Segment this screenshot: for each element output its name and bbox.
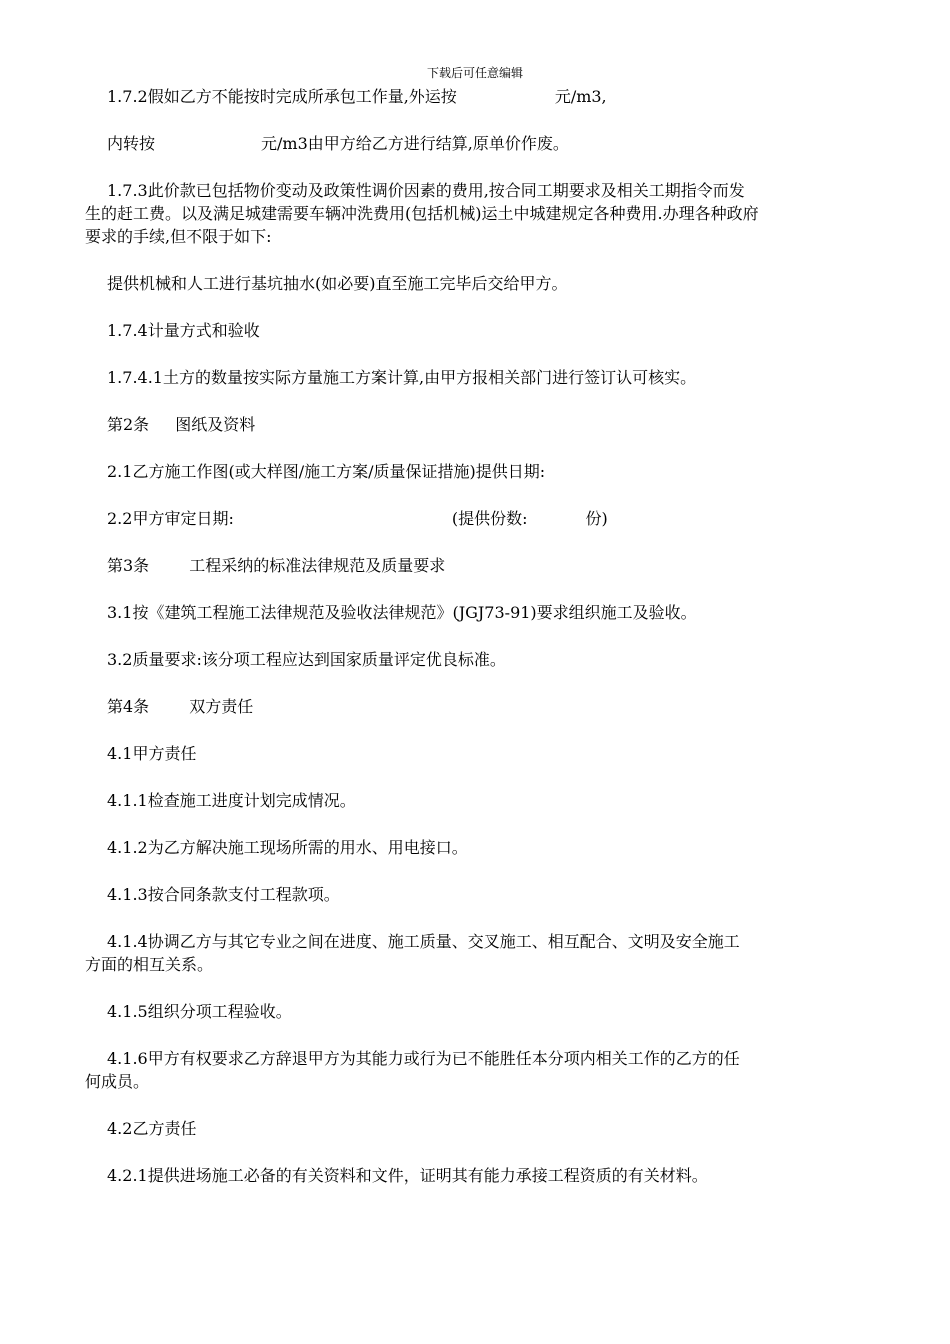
paragraph-1-7-2 — [107, 85, 869, 108]
paragraph-1-7-3 — [85, 179, 869, 248]
text-line: 4.1.6甲方有权要求乙方辞退甲方为其能力或行为已不能胜任本分项内相关工作的乙方的任 — [107, 1049, 740, 1068]
paragraph-pumping: 提供机械和人工进行基坑抽水(如必要)直至施工完毕后交给甲方。 — [107, 274, 568, 293]
page-header-note: 下载后可任意编辑 — [426, 66, 523, 80]
paragraph-2-1: 2.1乙方施工作图(或大样图/施工方案/质量保证措施)提供日期: — [107, 462, 546, 481]
article-3-heading — [107, 554, 869, 577]
paragraph-4-2: 4.2乙方责任 — [107, 1119, 197, 1138]
text-segment: 元/m3, — [554, 87, 607, 106]
text-line: 生的赶工费。以及满足城建需要车辆冲洗费用(包括机械)运土中城建规定各种费用.办理各种政府 — [85, 204, 759, 223]
text-line: 4.1.4协调乙方与其它专业之间在进度、施工质量、交叉施工、相互配合、文明及安全施工 — [107, 932, 740, 951]
document-body — [85, 85, 869, 1211]
text-segment: 1.7.2假如乙方不能按时完成所承包工作量,外运按 — [107, 87, 457, 106]
article-2-heading — [107, 413, 869, 436]
paragraph-4-1: 4.1甲方责任 — [107, 744, 197, 763]
paragraph-2-2 — [107, 507, 869, 530]
text-segment: 内转按 — [107, 134, 156, 153]
paragraph-4-1-3: 4.1.3按合同条款支付工程款项。 — [107, 885, 340, 904]
text-segment: 元/m3由甲方给乙方进行结算,原单价作废。 — [261, 134, 569, 153]
paragraph-3-1: 3.1按《建筑工程施工法律规范及验收法律规范》(JGJ73-91)要求组织施工及验收。 — [107, 603, 697, 622]
article-4-heading — [107, 695, 869, 718]
paragraph-4-1-4 — [85, 930, 869, 976]
paragraph-4-1-5: 4.1.5组织分项工程验收。 — [107, 1002, 292, 1021]
paragraph-3-2: 3.2质量要求:该分项工程应达到国家质量评定优良标准。 — [107, 650, 506, 669]
paragraph-4-1-6 — [85, 1047, 869, 1093]
article-number: 第3条 — [107, 556, 150, 575]
article-number: 第2条 — [107, 415, 150, 434]
text-line: 要求的手续,但不限于如下: — [85, 227, 272, 246]
text-line: 方面的相互关系。 — [85, 955, 214, 974]
text-segment: (提供份数: — [451, 509, 528, 528]
paragraph-1-7-4-1: 1.7.4.1土方的数量按实际方量施工方案计算,由甲方报相关部门进行签订认可核实。 — [107, 368, 697, 387]
paragraph-4-1-1: 4.1.1检查施工进度计划完成情况。 — [107, 791, 356, 810]
text-line: 1.7.3此价款已包括物价变动及政策性调价因素的费用,按合同工期要求及相关工期指令而发 — [107, 181, 745, 200]
paragraph-inner-transfer — [107, 132, 869, 155]
article-title: 图纸及资料 — [175, 415, 256, 434]
paragraph-4-1-2: 4.1.2为乙方解决施工现场所需的用水、用电接口。 — [107, 838, 468, 857]
paragraph-1-7-4: 1.7.4计量方式和验收 — [107, 321, 260, 340]
text-line: 何成员。 — [85, 1072, 150, 1091]
article-title: 双方责任 — [189, 697, 254, 716]
article-title: 工程采纳的标准法律规范及质量要求 — [189, 556, 446, 575]
paragraph-4-2-1: 4.2.1提供进场施工必备的有关资料和文件，证明其有能力承接工程资质的有关材料。 — [107, 1166, 708, 1185]
article-number: 第4条 — [107, 697, 150, 716]
text-segment: 份) — [585, 509, 608, 528]
text-segment: 2.2甲方审定日期: — [107, 509, 234, 528]
